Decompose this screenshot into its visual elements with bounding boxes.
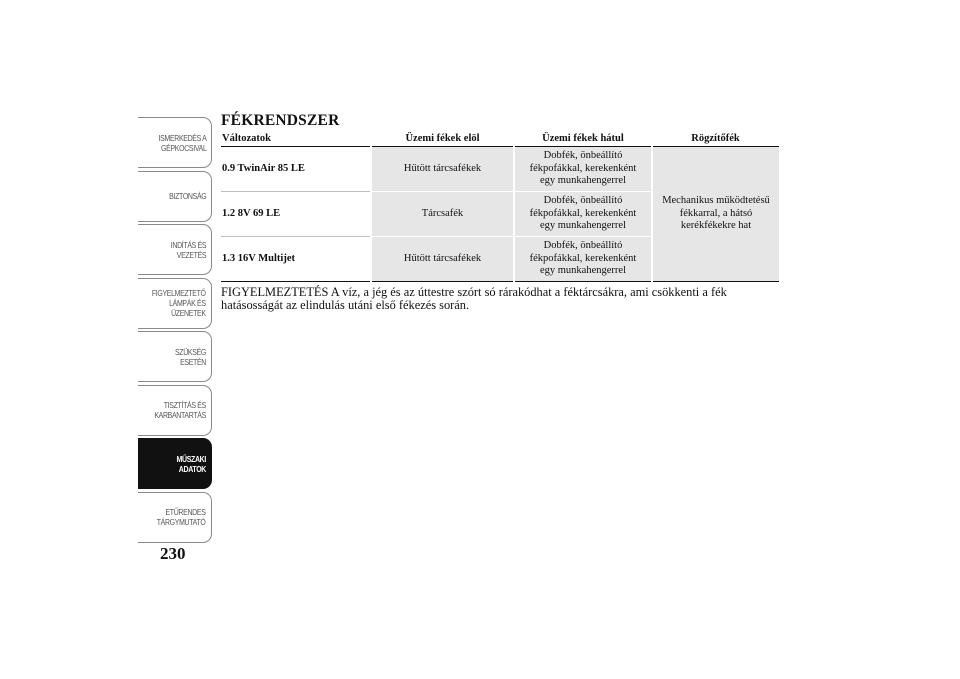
tab-label: FIGYELMEZTETŐ LÁMPÁK ÉS ÜZENETEK — [152, 288, 206, 318]
tab-maintenance[interactable] — [138, 385, 212, 436]
front-brake-cell: Hűtött tárcsafékek — [371, 147, 514, 192]
tab-label: ETŰRENDES TÁRGYMUTATÓ — [157, 507, 206, 527]
tab-starting-driving[interactable] — [138, 224, 212, 275]
tab-technical-data[interactable] — [138, 438, 212, 489]
tab-index[interactable] — [138, 492, 212, 543]
tab-label: ISMERKEDÉS A GÉPKOCSIVAL — [158, 132, 206, 153]
rear-brake-cell: Dobfék, önbeállító fékpofákkal, kerekenként egy munkahengerrel — [514, 147, 652, 192]
tab-label: INDÍTÁS ÉS VEZETÉS — [170, 239, 206, 260]
variant-cell: 0.9 TwinAir 85 LE — [221, 147, 371, 192]
tab-warning-lights[interactable] — [138, 278, 212, 329]
section-title: FÉKRENDSZER — [221, 112, 340, 129]
tab-label: BIZTONSÁG — [168, 191, 206, 201]
tab-getting-to-know[interactable] — [138, 117, 212, 168]
chapter-tabs — [138, 117, 212, 545]
parking-brake-cell: Mechanikus működtetésű fékkarral, a hátsó kerékfékekre hat — [652, 147, 779, 282]
tab-safety[interactable] — [138, 171, 212, 222]
warning-note: FIGYELMEZTETÉS A víz, a jég és az úttestre szórt só rárakódhat a féktárcsákra, ami csökkenti a fék hatásosságát az elindulás utáni első fékezés során. — [221, 285, 727, 312]
rear-brake-cell: Dobfék, önbeállító fékpofákkal, kerekenként egy munkahengerrel — [514, 237, 652, 282]
tab-emergency[interactable] — [138, 331, 212, 382]
table-header-row — [221, 130, 779, 147]
table-row — [221, 147, 779, 192]
front-brake-cell: Tárcsafék — [371, 192, 514, 237]
brake-system-table — [221, 130, 779, 282]
tab-label: SZÜKSÉG ESETÉN — [174, 346, 206, 367]
rear-brake-cell: Dobfék, önbeállító fékpofákkal, kerekenként egy munkahengerrel — [514, 192, 652, 237]
tab-label: TISZTÍTÁS ÉS KARBANTARTÁS — [154, 400, 206, 420]
column-header-variants: Változatok — [221, 130, 371, 147]
front-brake-cell: Hűtött tárcsafékek — [371, 237, 514, 282]
column-header-parking-brake: Rögzítőfék — [652, 130, 779, 147]
variant-cell: 1.2 8V 69 LE — [221, 192, 371, 237]
variant-cell: 1.3 16V Multijet — [221, 237, 371, 282]
column-header-front-brakes: Üzemi fékek elöl — [371, 130, 514, 147]
column-header-rear-brakes: Üzemi fékek hátul — [514, 130, 652, 147]
tab-label: MŰSZAKI ADATOK — [176, 453, 206, 474]
page-number: 230 — [160, 544, 186, 563]
